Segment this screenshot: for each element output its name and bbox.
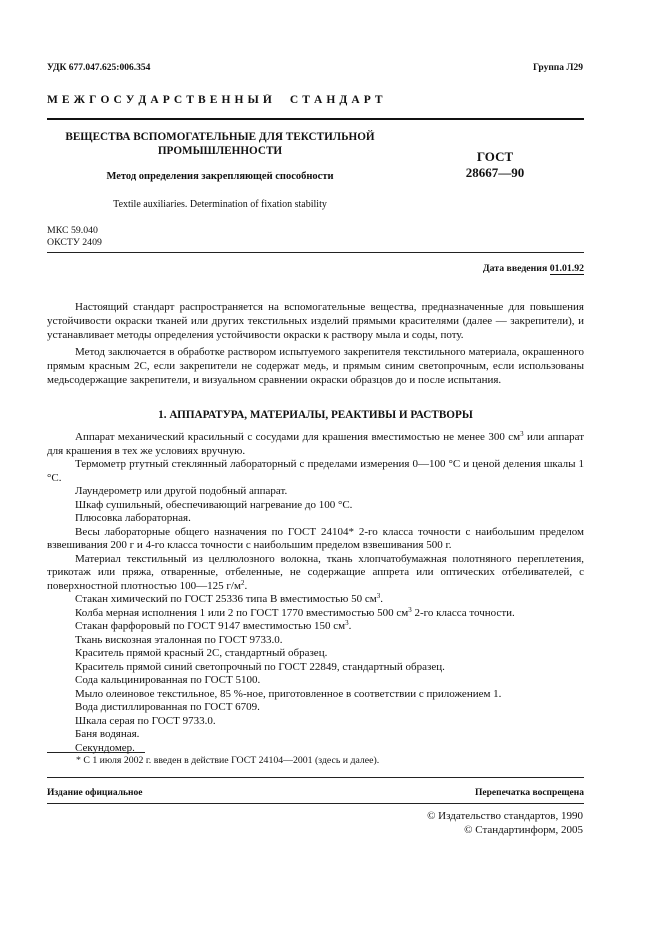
equipment-item <box>47 661 584 675</box>
equipment-item <box>47 526 584 553</box>
udk-code: УДК 677.047.625:006.354 <box>47 63 151 73</box>
copyright-block <box>427 810 583 837</box>
equipment-item-text: Шкала серая по ГОСТ 9733.0. <box>75 714 216 727</box>
copyright-line: © Издательство стандартов, 1990 <box>427 810 583 822</box>
copyright-line: © Стандартинформ, 2005 <box>464 823 583 836</box>
equipment-item-tail: . <box>380 593 383 605</box>
banner-rule <box>47 118 584 120</box>
equipment-item-text: Краситель прямой красный 2С, стандартный образец. <box>75 647 328 659</box>
footer-rule <box>47 777 584 778</box>
okstu-code: ОКСТУ 2409 <box>47 236 102 248</box>
english-title: Textile auxiliaries. Determination of fixation stability <box>113 199 327 210</box>
intro-date-label: Дата введения <box>482 263 548 274</box>
equipment-item <box>47 634 584 648</box>
equipment-item <box>47 553 584 594</box>
equipment-item <box>47 728 584 742</box>
superscript: 3 <box>345 619 349 627</box>
equipment-item-text: Баня водяная. <box>75 728 140 740</box>
header-rule <box>47 252 584 253</box>
document-title <box>47 130 393 158</box>
mks-code: МКС 59.040 <box>47 225 98 236</box>
superscript: 3 <box>520 430 524 438</box>
equipment-item-text: Колба мерная исполнения 1 или 2 по ГОСТ 1770 вместимостью 500 см <box>75 606 409 619</box>
intro-paragraph: Настоящий стандарт распространяется на вспомогательные вещества, предназначенные для повышения устойчивости окраски тканей или других текстильных изделий прямыми красителями (далее — закрепители), и устанавливает методы определения устойчивости окраски к раствору мыла и соды, поту. <box>47 301 584 342</box>
equipment-item <box>47 674 584 688</box>
equipment-item-tail: 2-го класса точности. <box>411 606 515 619</box>
reprint-prohibited: Перепечатка воспрещена <box>474 788 584 798</box>
equipment-item <box>47 688 584 702</box>
equipment-item-text: Вода дистиллированная по ГОСТ 6709. <box>75 701 260 713</box>
section-heading: 1. АППАРАТУРА, МАТЕРИАЛЫ, РЕАКТИВЫ И РАСТВОРЫ <box>158 409 473 421</box>
gost-label: ГОСТ <box>476 149 514 164</box>
superscript: 3 <box>376 592 381 600</box>
equipment-item-text: Стакан фарфоровый по ГОСТ 9147 вместимостью 150 см <box>75 620 346 632</box>
gost-designation <box>450 149 540 181</box>
equipment-list <box>47 431 584 755</box>
intro-paragraph: Метод заключается в обработке раствором испытуемого закрепителя текстильного материала, окрашенного прямым красным 2С, если закрепители не содержат медь, и прямым синим светопрочным, если использованы медьсодержащие закрепители, и визуальном сравнении окраски образцов до и после испытания. <box>47 345 584 387</box>
method-title: Метод определения закрепляющей способности <box>106 171 334 182</box>
intro-date <box>483 263 584 274</box>
equipment-item-text: Аппарат механический красильный с сосудами для крашения вместимостью не менее 300 см <box>75 431 521 443</box>
equipment-item-text: Материал текстильный из целлюлозного волокна, ткань хлопчатобумажная полотняного переплетения, трикотаж или пряжа, отваренные, отбеленные, не содержащие аппрета или оптических отбеливателей, с поверхностной плотностью 100—125 г/м <box>47 552 584 592</box>
intro-date-value: 01.01.92 <box>549 263 584 274</box>
gost-number: 28667—90 <box>465 165 525 180</box>
title-line-2: ПРОМЫШЛЕННОСТИ <box>157 145 283 157</box>
equipment-item-text: Краситель прямой синий светопрочный по ГОСТ 22849, стандартный образец. <box>75 660 445 673</box>
equipment-item-tail: . <box>348 620 352 632</box>
equipment-item <box>47 701 584 715</box>
equipment-item-text: Мыло олеиновое текстильное, 85 %-ное, приготовленное в соответствии с приложением 1. <box>75 687 502 700</box>
classification-codes <box>47 225 102 248</box>
equipment-item-text: Плюсовка лабораторная. <box>75 512 191 524</box>
equipment-item <box>47 512 584 526</box>
equipment-item-text: Термометр ртутный стеклянный лабораторный с пределами измерения 0—100 °С и ценой деления шкалы 1 °С. <box>47 458 584 484</box>
equipment-item-text: Стакан химический по ГОСТ 25336 типа В вместимостью 50 см <box>75 593 377 605</box>
equipment-item <box>47 593 584 607</box>
equipment-item-text: Шкаф сушильный, обеспечивающий нагревание до 100 °С. <box>75 498 353 511</box>
equipment-item <box>47 620 584 634</box>
title-line-1: ВЕЩЕСТВА ВСПОМОГАТЕЛЬНЫЕ ДЛЯ ТЕКСТИЛЬНОЙ <box>65 131 375 143</box>
official-edition: Издание официальное <box>47 788 143 798</box>
equipment-item <box>47 485 584 499</box>
equipment-item-text: Лаундерометр или другой подобный аппарат. <box>75 485 288 497</box>
footnote-rule <box>47 752 145 753</box>
equipment-item <box>47 607 584 621</box>
equipment-item-text: Ткань вискозная эталонная по ГОСТ 9733.0. <box>75 633 283 646</box>
equipment-item-text: Весы лабораторные общего назначения по ГОСТ 24104* 2-го класса точности с наибольшим пределом взвешивания 200 г и 4-го класса точности с наибольшим пределом взвешивания 500 г. <box>47 525 584 551</box>
equipment-item <box>47 499 584 513</box>
equipment-item <box>47 431 584 458</box>
equipment-item-text: Секундомер. <box>75 741 135 754</box>
group-code: Группа Л29 <box>532 63 583 73</box>
standard-banner: М Е Ж Г О С У Д А Р С Т В Е Н Н Ы Й С Т А Н Д А Р Т <box>47 94 384 106</box>
footer-rule-bottom <box>47 803 584 804</box>
superscript: 3 <box>408 605 412 614</box>
superscript: 2 <box>240 578 245 587</box>
equipment-item-text: Сода кальцинированная по ГОСТ 5100. <box>75 674 261 686</box>
equipment-item-tail: . <box>244 579 248 592</box>
intro-text <box>47 300 584 387</box>
equipment-item <box>47 647 584 661</box>
equipment-item-tail: или аппарат для крашения в тех же условиях вручную. <box>47 431 585 457</box>
equipment-item <box>47 458 584 485</box>
equipment-item <box>47 715 584 729</box>
footnote: * С 1 июля 2002 г. введен в действие ГОСТ 24104—2001 (здесь и далее). <box>76 755 380 766</box>
